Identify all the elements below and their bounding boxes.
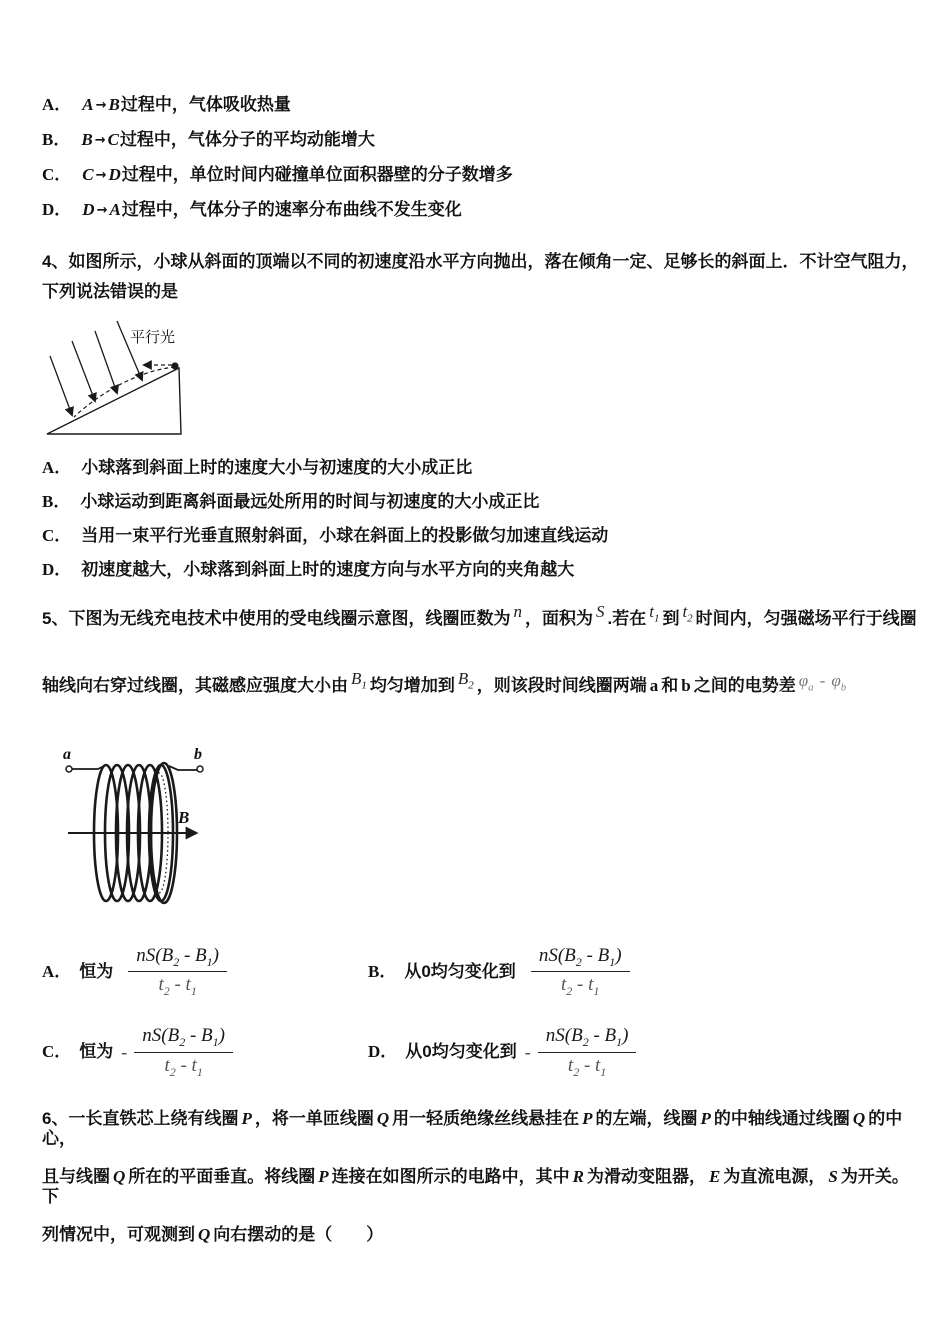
q5-options-row-1 bbox=[42, 945, 922, 999]
var-B1 bbox=[348, 670, 370, 691]
option-pre-text: 从0均匀变化到 bbox=[404, 961, 516, 981]
den-sub: 1 bbox=[196, 1064, 203, 1079]
question-3-options bbox=[42, 95, 922, 222]
question-5-text-line-2 bbox=[42, 669, 922, 698]
text-segment: 连接在如图所示的电路中，其中 bbox=[331, 1167, 570, 1187]
text-segment: 向右摆动的是（ ） bbox=[213, 1225, 384, 1245]
num-part: - B bbox=[588, 1024, 617, 1046]
text-segment: 到 bbox=[662, 609, 680, 628]
question-4-text-line-1: 4、如图所示，小球从斜面的顶端以不同的初速度沿水平方向抛出，落在倾角一定、足够长的斜面上．不计空气阻力， bbox=[42, 252, 919, 271]
terminal-a bbox=[66, 766, 72, 772]
option-label: B． bbox=[42, 130, 71, 149]
fraction-numerator bbox=[531, 945, 630, 973]
var-n: n bbox=[513, 602, 522, 621]
option-text: 过程中，气体分子的速率分布曲线不发生变化 bbox=[121, 200, 462, 219]
fraction-numerator bbox=[538, 1025, 637, 1053]
var-sub: b bbox=[840, 681, 847, 694]
state-from: A bbox=[82, 95, 94, 114]
text-segment: 和 bbox=[661, 676, 679, 696]
den-part: - t bbox=[169, 974, 191, 996]
terminal-a-ref: a bbox=[649, 676, 659, 696]
num-sub: 1 bbox=[609, 954, 616, 969]
arrow-glyph: → bbox=[95, 98, 107, 113]
text-segment: 之间的电势差 bbox=[693, 676, 796, 696]
q4-option-c bbox=[42, 526, 922, 546]
den-part: t bbox=[164, 1054, 170, 1076]
q3-option-c bbox=[42, 165, 922, 187]
question-6 bbox=[42, 1109, 922, 1245]
var-P: P bbox=[318, 1167, 329, 1187]
fraction-sign: - bbox=[121, 1042, 128, 1063]
terminal-b-label: b bbox=[194, 745, 202, 763]
var-Q: Q bbox=[198, 1225, 211, 1245]
var-Q: Q bbox=[376, 1109, 390, 1129]
den-part: - t bbox=[579, 1054, 601, 1076]
den-part: t bbox=[158, 974, 164, 996]
light-ray-1 bbox=[50, 356, 72, 415]
option-label: C． bbox=[42, 526, 72, 545]
field-B-label: B bbox=[178, 807, 190, 827]
coil-figure bbox=[56, 739, 271, 921]
ball bbox=[171, 362, 178, 369]
emf-fraction bbox=[538, 1025, 637, 1079]
num-part: nS(B bbox=[142, 1024, 180, 1046]
state-to: D bbox=[108, 165, 121, 184]
option-pre-text: 恒为 bbox=[79, 1042, 114, 1062]
var-sub: 1 bbox=[361, 679, 367, 692]
option-text: 初速度越大，小球落到斜面上时的速度方向与水平方向的夹角越大 bbox=[81, 560, 575, 579]
text-segment: 5、下图为无线充电技术中使用的受电线圈示意图，线圈匝数为 bbox=[42, 609, 511, 628]
option-label: D． bbox=[368, 1042, 398, 1062]
option-label: B． bbox=[368, 961, 397, 981]
num-part: ) bbox=[622, 1024, 629, 1046]
den-part: - t bbox=[175, 1054, 197, 1076]
q3-option-a bbox=[42, 95, 922, 117]
question-4-text-line-2: 下列说法错误的是 bbox=[42, 282, 178, 301]
var-Q: Q bbox=[852, 1109, 866, 1129]
var-base: t bbox=[682, 602, 688, 621]
text-segment: 且与线圈 bbox=[42, 1167, 110, 1187]
question-4-options bbox=[42, 458, 922, 580]
text-segment: 为开关。下 bbox=[42, 1167, 909, 1207]
option-label: D． bbox=[42, 560, 72, 579]
text-segment: 用一轻质绝缘丝线悬挂在 bbox=[392, 1109, 580, 1129]
text-segment: 的中心， bbox=[42, 1109, 903, 1149]
num-part: ) bbox=[212, 944, 219, 966]
den-sub: 1 bbox=[593, 984, 600, 999]
text-segment: 为直流电源， bbox=[723, 1167, 826, 1187]
q4-option-d bbox=[42, 560, 922, 580]
num-part: - B bbox=[179, 944, 207, 966]
fraction-sign: - bbox=[524, 1042, 531, 1063]
parallel-light-label: 平行光 bbox=[130, 330, 176, 346]
option-label: B． bbox=[42, 492, 71, 511]
text-segment: 所在的平面垂直。将线圈 bbox=[128, 1167, 316, 1187]
var-Q: Q bbox=[113, 1167, 126, 1187]
fraction-numerator bbox=[128, 945, 227, 973]
minus-sign: - bbox=[819, 671, 826, 691]
num-part: nS(B bbox=[545, 1024, 583, 1046]
q5-option-a bbox=[42, 945, 368, 999]
option-label: A． bbox=[42, 458, 72, 477]
arrow-glyph: → bbox=[94, 133, 106, 148]
den-part: t bbox=[560, 974, 567, 996]
var-base: B bbox=[351, 669, 362, 689]
q3-option-d bbox=[42, 200, 922, 222]
var-R: R bbox=[572, 1167, 585, 1187]
option-label: A． bbox=[42, 961, 72, 981]
incline-projectile-figure bbox=[44, 316, 204, 440]
option-text: 过程中，气体分子的平均动能增大 bbox=[119, 130, 375, 149]
q4-option-a bbox=[42, 458, 922, 478]
option-label: C． bbox=[42, 1042, 72, 1062]
text-segment: .若在 bbox=[607, 609, 647, 628]
var-t1 bbox=[646, 603, 662, 624]
emf-fraction bbox=[134, 1025, 233, 1079]
den-sub: 2 bbox=[573, 1064, 580, 1079]
var-S: S bbox=[595, 602, 605, 621]
text-segment: 为滑动变阻器， bbox=[587, 1167, 707, 1187]
den-sub: 1 bbox=[600, 1064, 607, 1079]
text-segment: 的中轴线通过线圈 bbox=[713, 1109, 850, 1129]
option-label: D． bbox=[42, 200, 72, 219]
option-text: 小球落到斜面上时的速度大小与初速度的大小成正比 bbox=[81, 458, 473, 477]
q4-option-b bbox=[42, 492, 922, 512]
var-P: P bbox=[582, 1109, 593, 1129]
num-part: - B bbox=[185, 1024, 213, 1046]
text-segment: 的左端，线圈 bbox=[595, 1109, 698, 1129]
text-segment: 列情况中，可观测到 bbox=[42, 1225, 195, 1245]
fraction-numerator bbox=[134, 1025, 233, 1053]
var-P: P bbox=[241, 1109, 252, 1129]
num-part: - B bbox=[581, 944, 610, 966]
text-segment: ，面积为 bbox=[524, 609, 593, 628]
fraction-denominator bbox=[128, 972, 227, 999]
q5-option-d bbox=[368, 1025, 694, 1079]
num-sub: 1 bbox=[616, 1034, 623, 1049]
den-sub: 2 bbox=[163, 984, 170, 999]
emf-fraction bbox=[128, 945, 227, 999]
var-base: t bbox=[649, 602, 654, 621]
text-segment: 均匀增加到 bbox=[369, 676, 455, 696]
state-to: A bbox=[109, 200, 121, 219]
var-S: S bbox=[828, 1167, 838, 1187]
den-part: - t bbox=[572, 974, 594, 996]
question-6-text-line-1 bbox=[42, 1109, 922, 1149]
state-from: C bbox=[82, 165, 94, 184]
fraction-denominator bbox=[531, 972, 630, 999]
light-ray-3 bbox=[95, 331, 117, 393]
text-segment: ，则该段时间线圈两端 bbox=[476, 676, 647, 696]
var-sub: a bbox=[808, 681, 814, 694]
den-sub: 1 bbox=[190, 984, 197, 999]
fraction-denominator bbox=[538, 1053, 637, 1080]
var-base: φ bbox=[798, 671, 809, 691]
option-pre-text: 从0均匀变化到 bbox=[405, 1042, 517, 1062]
q5-options-row-2 bbox=[42, 1025, 922, 1079]
var-P: P bbox=[700, 1109, 711, 1129]
option-text: 当用一束平行光垂直照射斜面，小球在斜面上的投影做匀加速直线运动 bbox=[81, 526, 609, 545]
den-sub: 2 bbox=[169, 1064, 176, 1079]
var-t2 bbox=[679, 603, 695, 624]
state-from: D bbox=[82, 200, 95, 219]
question-6-text-line-3 bbox=[42, 1225, 922, 1245]
text-segment: 轴线向右穿过线圈，其磁感应强度大小由 bbox=[42, 676, 348, 696]
num-sub: 1 bbox=[206, 954, 213, 969]
light-ray-2 bbox=[72, 341, 95, 401]
var-sub: 2 bbox=[687, 612, 693, 625]
q5-option-c bbox=[42, 1025, 368, 1079]
state-to: B bbox=[108, 95, 120, 114]
q5-option-b bbox=[368, 945, 694, 999]
arrow-glyph: → bbox=[95, 168, 107, 183]
question-6-text-line-2 bbox=[42, 1167, 922, 1207]
var-E: E bbox=[709, 1167, 721, 1187]
option-label: A． bbox=[42, 95, 72, 114]
text-segment: 6、一长直铁芯上绕有线圈 bbox=[42, 1109, 239, 1129]
arrow-glyph: → bbox=[96, 203, 108, 218]
num-sub: 1 bbox=[212, 1034, 219, 1049]
emf-fraction bbox=[531, 945, 630, 999]
terminal-b bbox=[197, 766, 203, 772]
num-sub: 2 bbox=[173, 954, 180, 969]
trajectory-dashed-curve bbox=[74, 367, 175, 417]
option-text: 过程中，气体吸收热量 bbox=[120, 95, 291, 114]
num-part: nS(B bbox=[136, 944, 174, 966]
num-sub: 2 bbox=[179, 1034, 186, 1049]
text-segment: 时间内，匀强磁场平行于线圈 bbox=[695, 609, 917, 628]
var-B2 bbox=[455, 670, 477, 691]
num-sub: 2 bbox=[582, 1034, 589, 1049]
num-part: nS(B bbox=[538, 944, 576, 966]
num-part: ) bbox=[615, 944, 622, 966]
option-text: 小球运动到距离斜面最远处所用的时间与初速度的大小成正比 bbox=[80, 492, 540, 511]
lead-wire-b bbox=[169, 766, 197, 770]
var-base: B bbox=[457, 669, 469, 689]
q3-option-b bbox=[42, 130, 922, 152]
text-segment: ，将一单匝线圈 bbox=[254, 1109, 374, 1129]
option-text: 过程中，单位时间内碰撞单位面积器壁的分子数增多 bbox=[121, 165, 513, 184]
terminal-a-label: a bbox=[63, 745, 71, 763]
option-label: C． bbox=[42, 165, 72, 184]
var-base: φ bbox=[831, 671, 841, 691]
den-part: t bbox=[567, 1054, 574, 1076]
var-sub: 2 bbox=[468, 679, 474, 692]
var-sub: 1 bbox=[653, 612, 660, 625]
question-5-text-line-1 bbox=[42, 602, 922, 631]
var-phi-b bbox=[828, 672, 849, 693]
num-sub: 2 bbox=[575, 954, 582, 969]
var-phi-a bbox=[796, 672, 817, 693]
den-sub: 2 bbox=[566, 984, 573, 999]
terminal-b-ref: b bbox=[681, 676, 691, 696]
num-part: ) bbox=[218, 1024, 225, 1046]
option-pre-text: 恒为 bbox=[79, 961, 114, 981]
fraction-denominator bbox=[134, 1053, 233, 1080]
state-to: C bbox=[107, 130, 119, 149]
state-from: B bbox=[81, 130, 93, 149]
